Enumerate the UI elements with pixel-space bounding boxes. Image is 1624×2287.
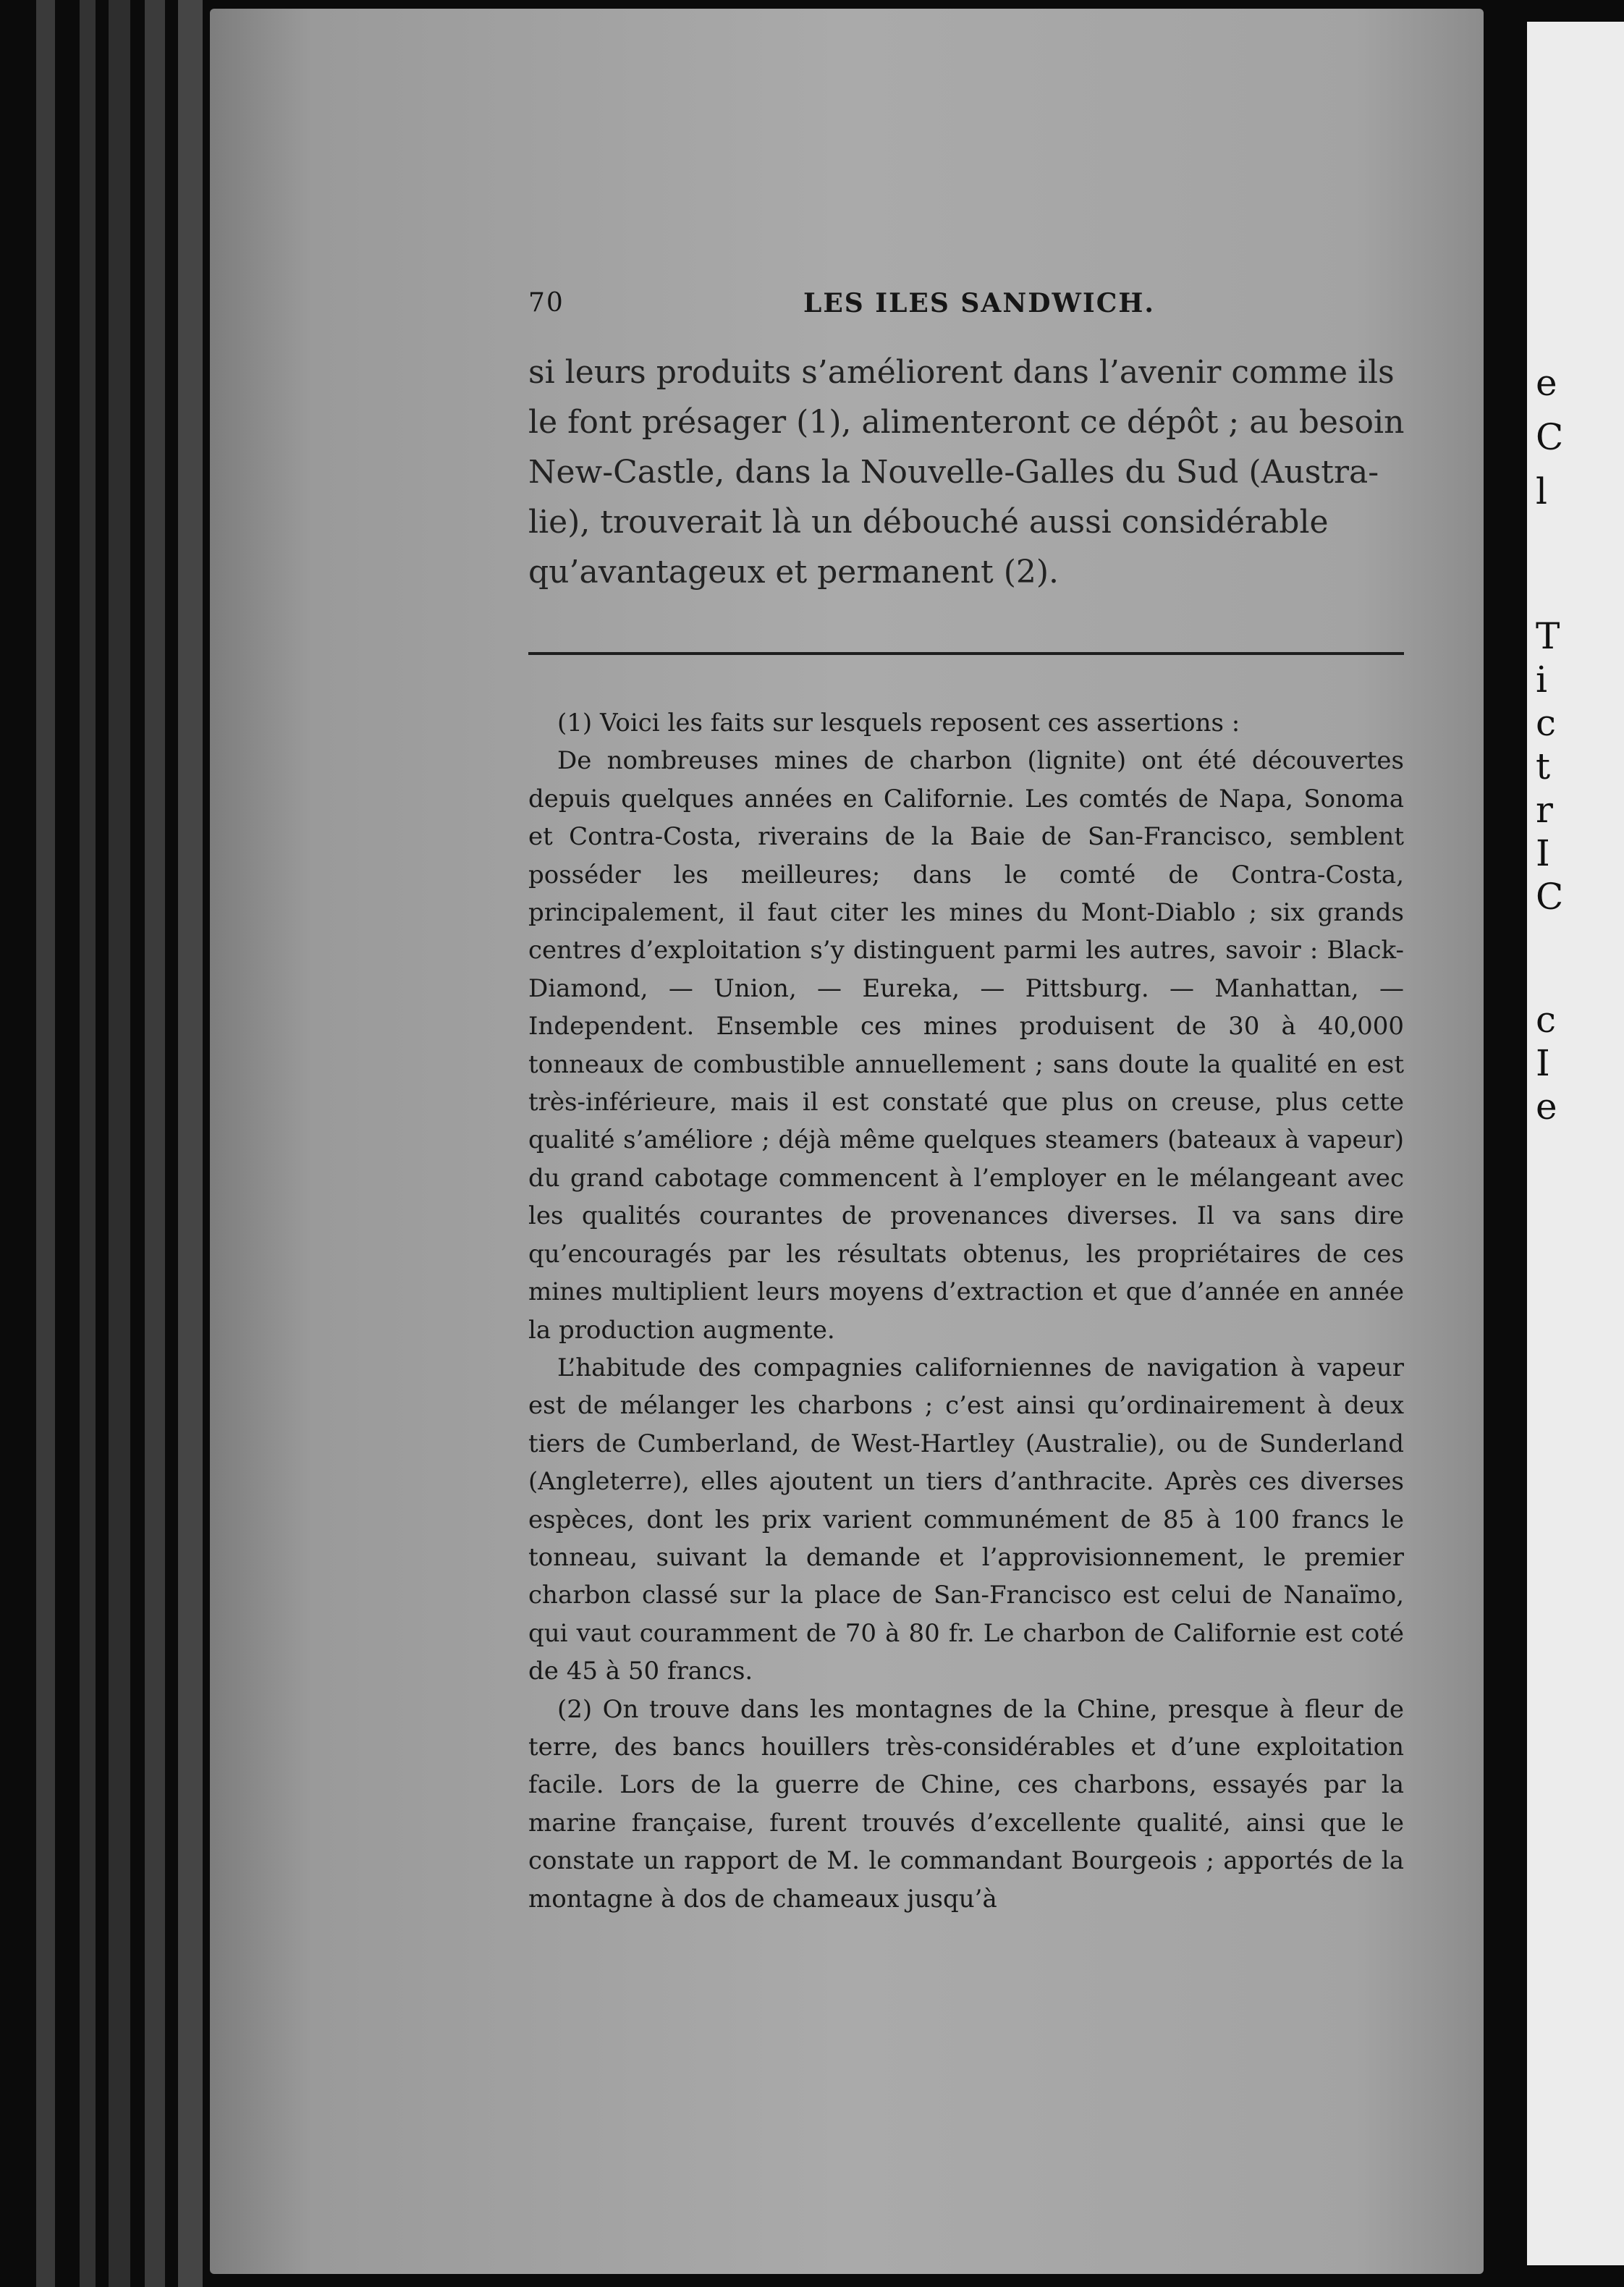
footnote-paragraph: (1) Voici les faits sur lesquels reposent ces assertions : xyxy=(557,709,1240,737)
footnote-paragraph: (2) On trouve dans les montagnes de la Chine, presque à fleur de terre, des bancs houillers très-considérables et d’une exploitation facile. Lors de la guerre de Chine, ces charbons, essayés par la marine française, furent trouvés d’excellente qualité, ainsi que le constate un rapport de M. le commandant Bourgeois ; apportés de la montagne à dos de chameaux jusqu’à xyxy=(528,1694,1404,1914)
body-text xyxy=(528,347,1404,597)
page-edge xyxy=(109,0,130,2287)
footnote-paragraph: L’habitude des compagnies californiennes de navigation à vapeur est de mélanger les charbons ; c’est ainsi qu’ordinairement à deux tiers de Cumberland, de West-Hartley (Australie), ou de Sunderland (Angleterre), elles ajoutent un tiers d’anthracite. Après ces diverses espèces, dont les prix varient communément de 85 à 100 francs le tonneau, suivant la demande et l’approvisionnement, le premier charbon classé sur la place de San-Francisco est celui de Nanaïmo, qui vaut couramment de 70 à 80 fr. Le charbon de Californie est coté de 45 à 50 francs. xyxy=(528,1353,1404,1686)
page-edge xyxy=(36,0,55,2287)
body-line: qu’avantageux et permanent (2). xyxy=(528,554,1060,591)
facing-char: C xyxy=(1536,416,1564,458)
facing-char: r xyxy=(1536,789,1553,831)
body-line: le font présager (1), alimenteront ce dépôt ; au besoin xyxy=(528,404,1405,441)
facing-char: e xyxy=(1536,362,1557,404)
facing-char: e xyxy=(1536,1086,1557,1128)
page-edge xyxy=(178,0,203,2287)
page-content xyxy=(528,268,1404,1918)
facing-char: i xyxy=(1536,659,1547,701)
running-title: LES ILES SANDWICH. xyxy=(803,288,1155,318)
page-edge xyxy=(80,0,96,2287)
facing-char: C xyxy=(1536,876,1564,918)
facing-char: l xyxy=(1536,470,1547,512)
page-edge xyxy=(145,0,165,2287)
page-number: 70 xyxy=(528,288,564,318)
footnote-separator xyxy=(528,652,1404,655)
footnotes xyxy=(528,704,1404,1918)
facing-char: I xyxy=(1536,832,1550,874)
body-line: si leurs produits s’améliorent dans l’avenir comme ils xyxy=(528,354,1395,391)
facing-char: I xyxy=(1536,1042,1550,1084)
footnote-paragraph: De nombreuses mines de charbon (lignite) ont été découvertes depuis quelques années en Californie. Les comtés de Napa, Sonoma et Contra-Costa, riverains de la Baie de San-Francisco, semblent posséder les meilleures; dans le comté de Contra-Costa, principalement, il faut citer les mines du Mont-Diablo ; six grands centres d’exploitation s’y distinguent parmi les autres, savoir : Black-Diamond, — Union, — Eureka, — Pittsburg. — Manhattan, — Independent. Ensemble ces mines produisent de 30 à 40,000 tonneaux de combustible annuellement ; sans doute la qualité en est très-inférieure, mais il est constaté que plus on creuse, plus cette qualité s’améliore ; déjà même quelques steamers (bateaux à vapeur) du grand cabotage commencent à l’employer en le mélangeant avec les qualités courantes de provenances diverses. Il va sans dire qu’encouragés par les résultats obtenus, les propriétaires de ces mines multiplient leurs moyens d’extraction et que d’année en année la production augmente. xyxy=(528,746,1404,1345)
body-line: New-Castle, dans la Nouvelle-Galles du Sud (Austra- xyxy=(528,454,1379,491)
facing-char: t xyxy=(1536,745,1551,787)
facing-char: c xyxy=(1536,999,1557,1041)
body-line: lie), trouverait là un débouché aussi considérable xyxy=(528,504,1329,541)
running-header xyxy=(528,268,1404,318)
facing-char: c xyxy=(1536,702,1557,744)
facing-page-fragment xyxy=(1527,22,1624,2265)
facing-char: T xyxy=(1536,615,1560,657)
